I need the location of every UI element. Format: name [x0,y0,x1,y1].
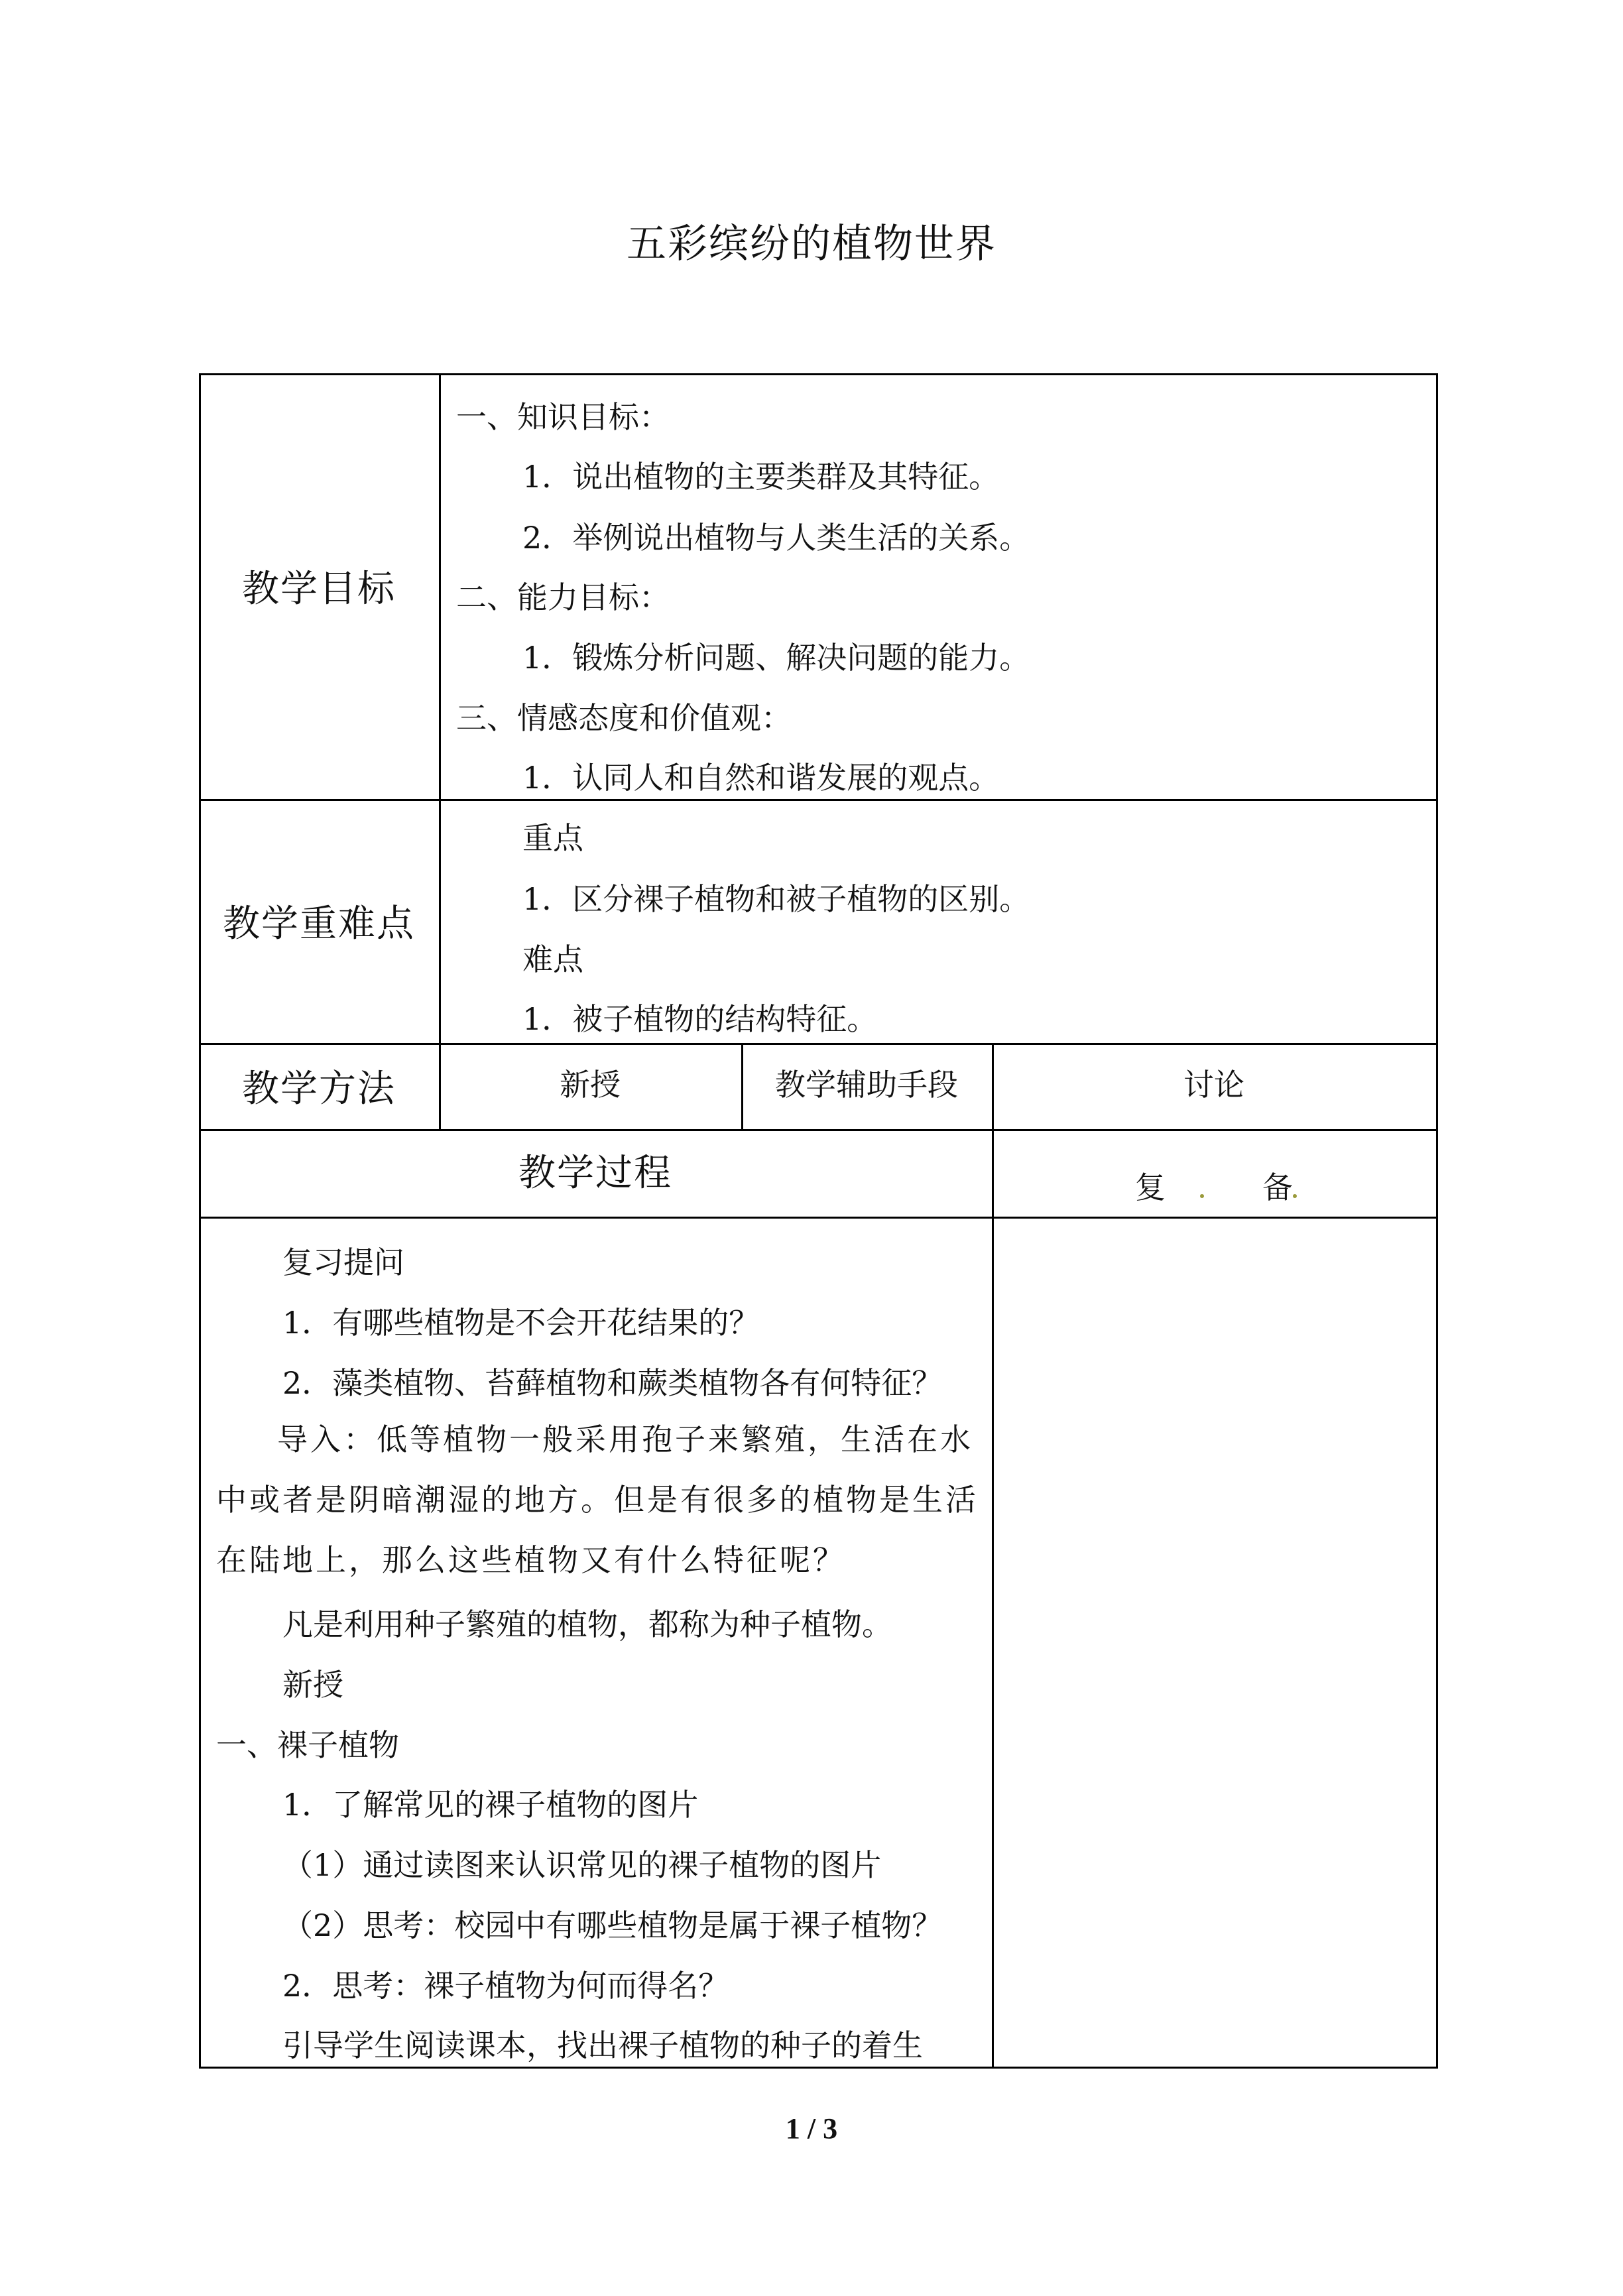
key-point-line: 1．区分裸子植物和被子植物的区别。 [522,881,1030,917]
ink-dot [1293,1194,1297,1198]
objective-line: 三、情感态度和价值观： [456,700,792,736]
objective-line: 1．认同人和自然和谐发展的观点。 [522,760,1000,796]
prep-header-char: 复 [1135,1170,1166,1205]
process-line: （1）通过读图来认识常见的裸子植物的图片 [282,1847,882,1883]
row-divider [199,1217,1438,1219]
aids-value: 讨论 [1183,1067,1244,1103]
process-line: 复习提问 [282,1244,404,1280]
page-number: 1 / 3 [785,2112,838,2145]
table-border-bottom [199,2067,1438,2069]
process-header-label: 教学过程 [518,1152,672,1195]
process-line: 2．藻类植物、苔藓植物和蕨类植物各有何特征？ [282,1365,943,1401]
objective-line: 2．举例说出植物与人类生活的关系。 [522,520,1030,556]
process-line: 引导学生阅读课本，找出裸子植物的种子的着生 [282,2027,923,2063]
label-column-divider [439,373,441,1129]
document-title: 五彩缤纷的植物世界 [627,221,996,267]
process-line: 1．有哪些植物是不会开花结果的？ [282,1305,760,1341]
process-line: 新授 [282,1667,343,1703]
key-point-line: 难点 [522,941,583,977]
process-line: 2．思考：裸子植物为何而得名？ [282,1968,729,2004]
process-column-divider [992,1043,994,2069]
method-value: 新授 [560,1067,621,1103]
key-points-label: 教学重难点 [223,902,415,945]
ink-dot [1200,1194,1204,1198]
table-border-right [1436,373,1438,2069]
aids-label: 教学辅助手段 [775,1067,958,1103]
process-line: （2）思考：校园中有哪些植物是属于裸子植物？ [282,1907,943,1943]
key-point-line: 重点 [522,820,583,856]
objective-line: 1．锻炼分析问题、解决问题的能力。 [522,640,1030,676]
process-line: 一、裸子植物 [216,1727,399,1763]
objective-line: 二、能力目标： [456,579,670,615]
process-line: 1．了解常见的裸子植物的图片 [282,1787,699,1823]
key-point-line: 1．被子植物的结构特征。 [522,1001,878,1037]
process-line: 凡是利用种子繁殖的植物，都称为种子植物。 [282,1606,892,1642]
objectives-label: 教学目标 [242,568,396,611]
prep-header-char: 备 [1262,1170,1293,1205]
objective-line: 1．说出植物的主要类群及其特征。 [522,459,1000,495]
method-label: 教学方法 [242,1067,396,1111]
lesson-plan-table [199,373,1438,2069]
objective-line: 一、知识目标： [456,399,670,435]
process-paragraph: 导入：低等植物一般采用孢子来繁殖，生活在水中或者是阴暗潮湿的地方。但是有很多的植物是生活在陆地上，那么这些植物又有什么特征呢？ [216,1421,979,1578]
